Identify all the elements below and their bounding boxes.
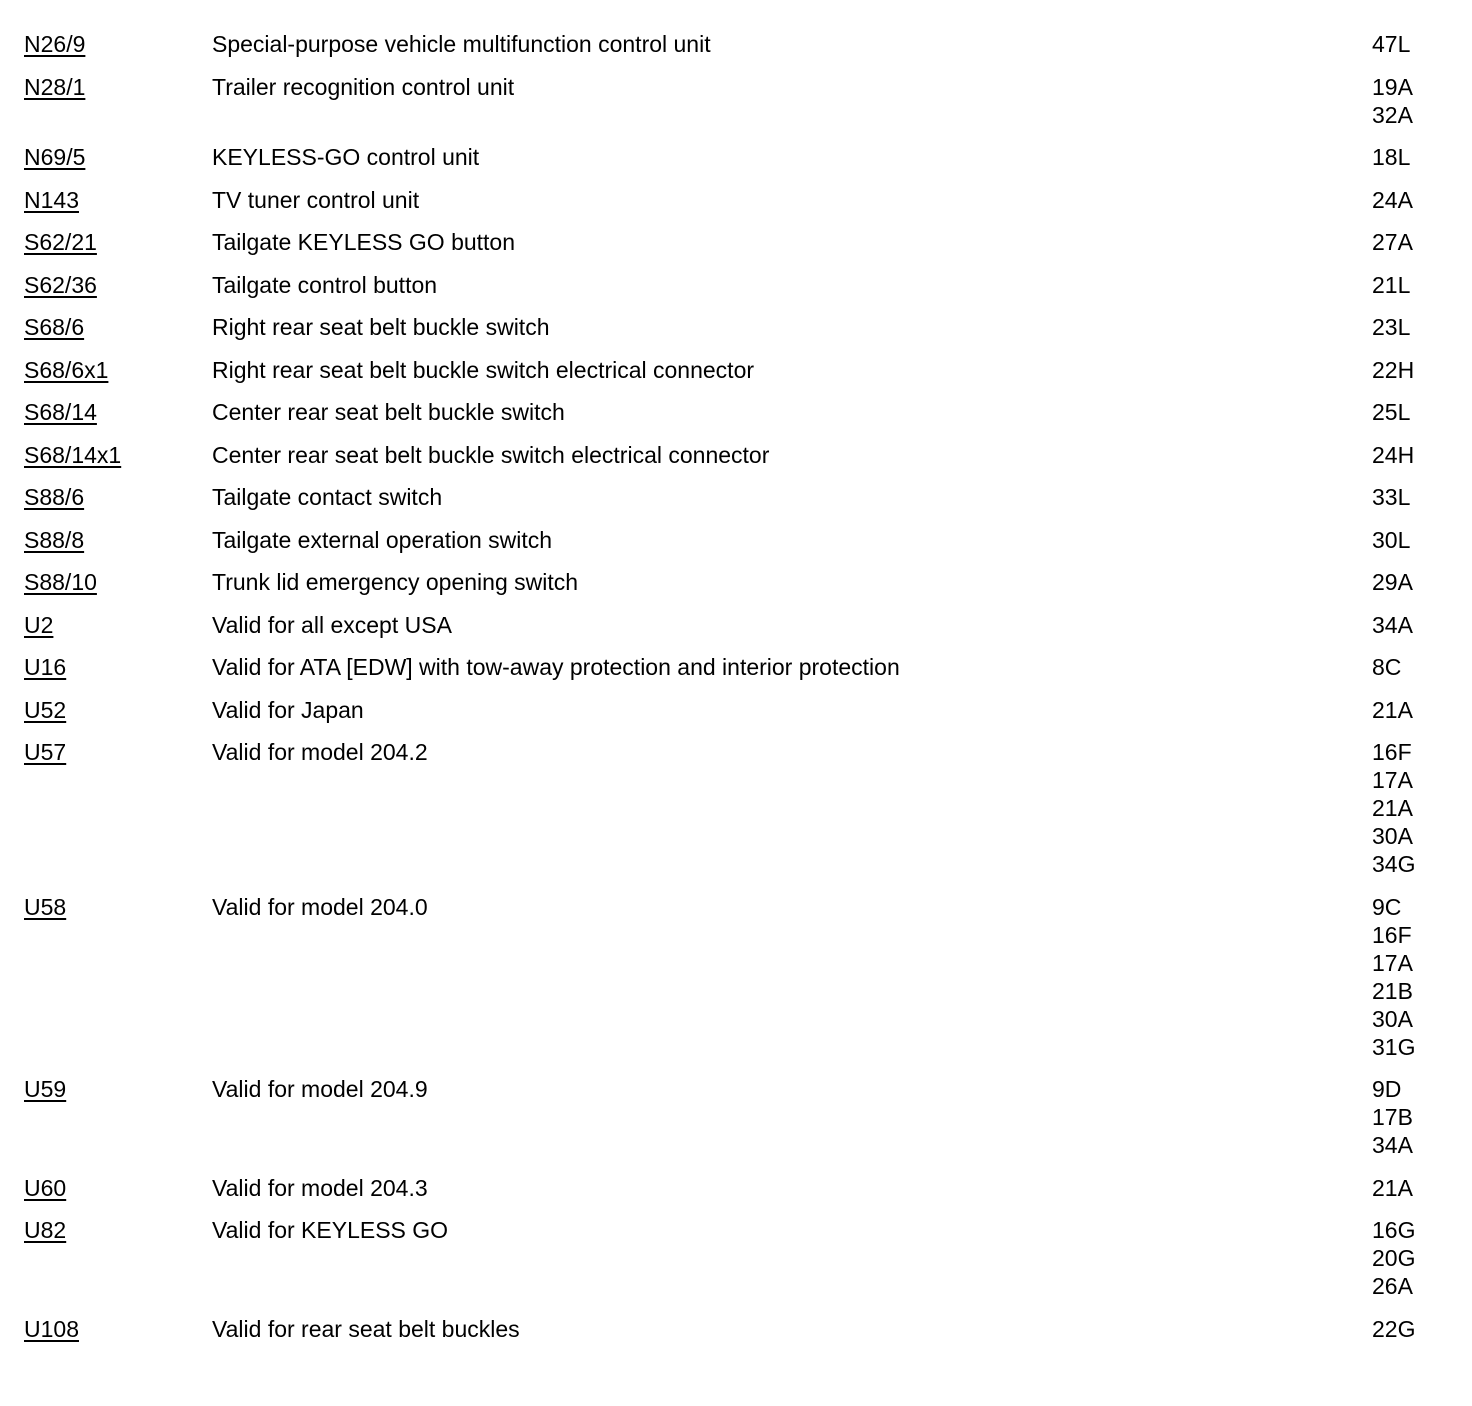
grid-reference: 34A	[1372, 611, 1413, 638]
legend-row-16	[24, 738, 1454, 878]
legend-row-18	[24, 1075, 1454, 1159]
grid-reference-list	[1372, 143, 1452, 171]
legend-row-0	[24, 30, 1454, 58]
legend-row-5	[24, 271, 1454, 299]
legend-row-10	[24, 483, 1454, 511]
grid-reference-list	[1372, 441, 1452, 469]
component-code-link[interactable]: S88/6	[24, 484, 85, 510]
grid-reference: 30L	[1372, 526, 1411, 553]
grid-reference: 8C	[1372, 654, 1402, 680]
component-description: Tailgate external operation switch	[212, 526, 553, 553]
component-code-link[interactable]: N26/9	[24, 31, 86, 57]
component-code-link[interactable]: U60	[24, 1174, 67, 1201]
component-code-link[interactable]: U58	[24, 893, 67, 920]
component-description: Valid for model 204.2	[212, 739, 428, 765]
component-description: Trunk lid emergency opening switch	[212, 569, 579, 595]
grid-reference: 9C	[1372, 893, 1402, 920]
component-description: Valid for model 204.3	[212, 1174, 428, 1201]
grid-reference-list	[1372, 398, 1452, 426]
component-description: Trailer recognition control unit	[212, 73, 515, 100]
component-description: Valid for ATA [EDW] with tow-away protection and interior protection	[212, 654, 900, 680]
legend-row-7	[24, 356, 1454, 384]
grid-reference: 34G	[1372, 851, 1416, 877]
component-code-link[interactable]: N69/5	[24, 144, 86, 170]
grid-reference: 19A	[1372, 73, 1413, 100]
legend-row-1	[24, 73, 1454, 129]
grid-reference: 21B	[1372, 977, 1413, 1004]
component-code-link[interactable]: S68/6	[24, 314, 85, 340]
grid-reference: 27A	[1372, 229, 1413, 255]
grid-reference-list	[1372, 1174, 1452, 1202]
grid-reference: 22H	[1372, 356, 1415, 383]
grid-reference-list	[1372, 893, 1452, 1061]
component-code-link[interactable]: U52	[24, 696, 67, 723]
component-description: Special-purpose vehicle multifunction control unit	[212, 31, 711, 57]
grid-reference: 32A	[1372, 101, 1413, 128]
legend-row-4	[24, 228, 1454, 256]
grid-reference: 16G	[1372, 1217, 1416, 1243]
component-description: Tailgate control button	[212, 271, 438, 298]
grid-reference: 22G	[1372, 1315, 1416, 1342]
legend-row-17	[24, 893, 1454, 1061]
legend-row-11	[24, 526, 1454, 554]
grid-reference: 20G	[1372, 1245, 1416, 1271]
component-code-link[interactable]: U59	[24, 1076, 67, 1102]
grid-reference-list	[1372, 313, 1452, 341]
grid-reference: 47L	[1372, 31, 1411, 57]
component-code-link[interactable]: S88/10	[24, 569, 97, 595]
component-description: Valid for model 204.0	[212, 893, 428, 920]
grid-reference-list	[1372, 271, 1452, 299]
grid-reference: 18L	[1372, 144, 1411, 170]
grid-reference: 24A	[1372, 186, 1413, 213]
grid-reference: 17A	[1372, 949, 1413, 976]
grid-reference: 30A	[1372, 1005, 1413, 1032]
component-description: Valid for rear seat belt buckles	[212, 1315, 520, 1342]
grid-reference: 21A	[1372, 795, 1413, 821]
grid-reference-list	[1372, 526, 1452, 554]
component-legend-table	[24, 30, 1454, 1357]
component-description: Tailgate KEYLESS GO button	[212, 229, 516, 255]
component-description: KEYLESS-GO control unit	[212, 144, 480, 170]
grid-reference-list	[1372, 483, 1452, 511]
component-description: Valid for Japan	[212, 696, 364, 723]
grid-reference: 21A	[1372, 1174, 1413, 1201]
grid-reference: 16F	[1372, 921, 1412, 948]
component-code-link[interactable]: S62/21	[24, 229, 97, 255]
grid-reference: 25L	[1372, 399, 1411, 425]
component-description: Tailgate contact switch	[212, 484, 443, 510]
grid-reference-list	[1372, 738, 1452, 878]
grid-reference: 24H	[1372, 441, 1415, 468]
grid-reference-list	[1372, 611, 1452, 639]
legend-row-19	[24, 1174, 1454, 1202]
legend-row-15	[24, 696, 1454, 724]
legend-row-9	[24, 441, 1454, 469]
grid-reference: 17A	[1372, 767, 1413, 793]
component-description: Valid for KEYLESS GO	[212, 1217, 449, 1243]
grid-reference: 34A	[1372, 1132, 1413, 1158]
legend-row-8	[24, 398, 1454, 426]
legend-row-14	[24, 653, 1454, 681]
grid-reference-list	[1372, 1075, 1452, 1159]
grid-reference: 30A	[1372, 823, 1413, 849]
legend-row-2	[24, 143, 1454, 171]
component-description: Right rear seat belt buckle switch electrical connector	[212, 356, 755, 383]
grid-reference: 16F	[1372, 739, 1412, 765]
legend-row-3	[24, 186, 1454, 214]
grid-reference: 9D	[1372, 1076, 1402, 1102]
legend-row-21	[24, 1315, 1454, 1343]
grid-reference: 33L	[1372, 484, 1411, 510]
grid-reference: 31G	[1372, 1033, 1416, 1060]
component-code-link[interactable]: S68/14x1	[24, 441, 122, 468]
component-code-link[interactable]: U108	[24, 1315, 79, 1342]
legend-row-6	[24, 313, 1454, 341]
legend-row-13	[24, 611, 1454, 639]
grid-reference-list	[1372, 1315, 1452, 1343]
component-code-link[interactable]: U82	[24, 1217, 67, 1243]
component-code-link[interactable]: S88/8	[24, 526, 85, 553]
component-code-link[interactable]: S68/6x1	[24, 356, 109, 383]
component-description: Valid for model 204.9	[212, 1076, 428, 1102]
grid-reference-list	[1372, 228, 1452, 256]
grid-reference-list	[1372, 653, 1452, 681]
component-description: Valid for all except USA	[212, 611, 452, 638]
grid-reference: 23L	[1372, 314, 1411, 340]
component-code-link[interactable]: N28/1	[24, 73, 86, 100]
component-code-link[interactable]: S62/36	[24, 271, 97, 298]
grid-reference: 21A	[1372, 696, 1413, 723]
grid-reference: 21L	[1372, 271, 1411, 298]
component-description: TV tuner control unit	[212, 186, 420, 213]
grid-reference-list	[1372, 30, 1452, 58]
component-code-link[interactable]: N143	[24, 186, 79, 213]
component-code-link[interactable]: U2	[24, 611, 54, 638]
grid-reference-list	[1372, 1216, 1452, 1300]
grid-reference-list	[1372, 356, 1452, 384]
grid-reference: 17B	[1372, 1104, 1413, 1130]
component-description: Center rear seat belt buckle switch electrical connector	[212, 441, 770, 468]
grid-reference-list	[1372, 568, 1452, 596]
grid-reference: 29A	[1372, 569, 1413, 595]
component-code-link[interactable]: S68/14	[24, 399, 97, 425]
grid-reference-list	[1372, 186, 1452, 214]
legend-row-20	[24, 1216, 1454, 1300]
grid-reference: 26A	[1372, 1273, 1413, 1299]
component-code-link[interactable]: U57	[24, 739, 67, 765]
legend-row-12	[24, 568, 1454, 596]
component-code-link[interactable]: U16	[24, 654, 67, 680]
grid-reference-list	[1372, 73, 1452, 129]
component-description: Right rear seat belt buckle switch	[212, 314, 550, 340]
grid-reference-list	[1372, 696, 1452, 724]
component-description: Center rear seat belt buckle switch	[212, 399, 565, 425]
